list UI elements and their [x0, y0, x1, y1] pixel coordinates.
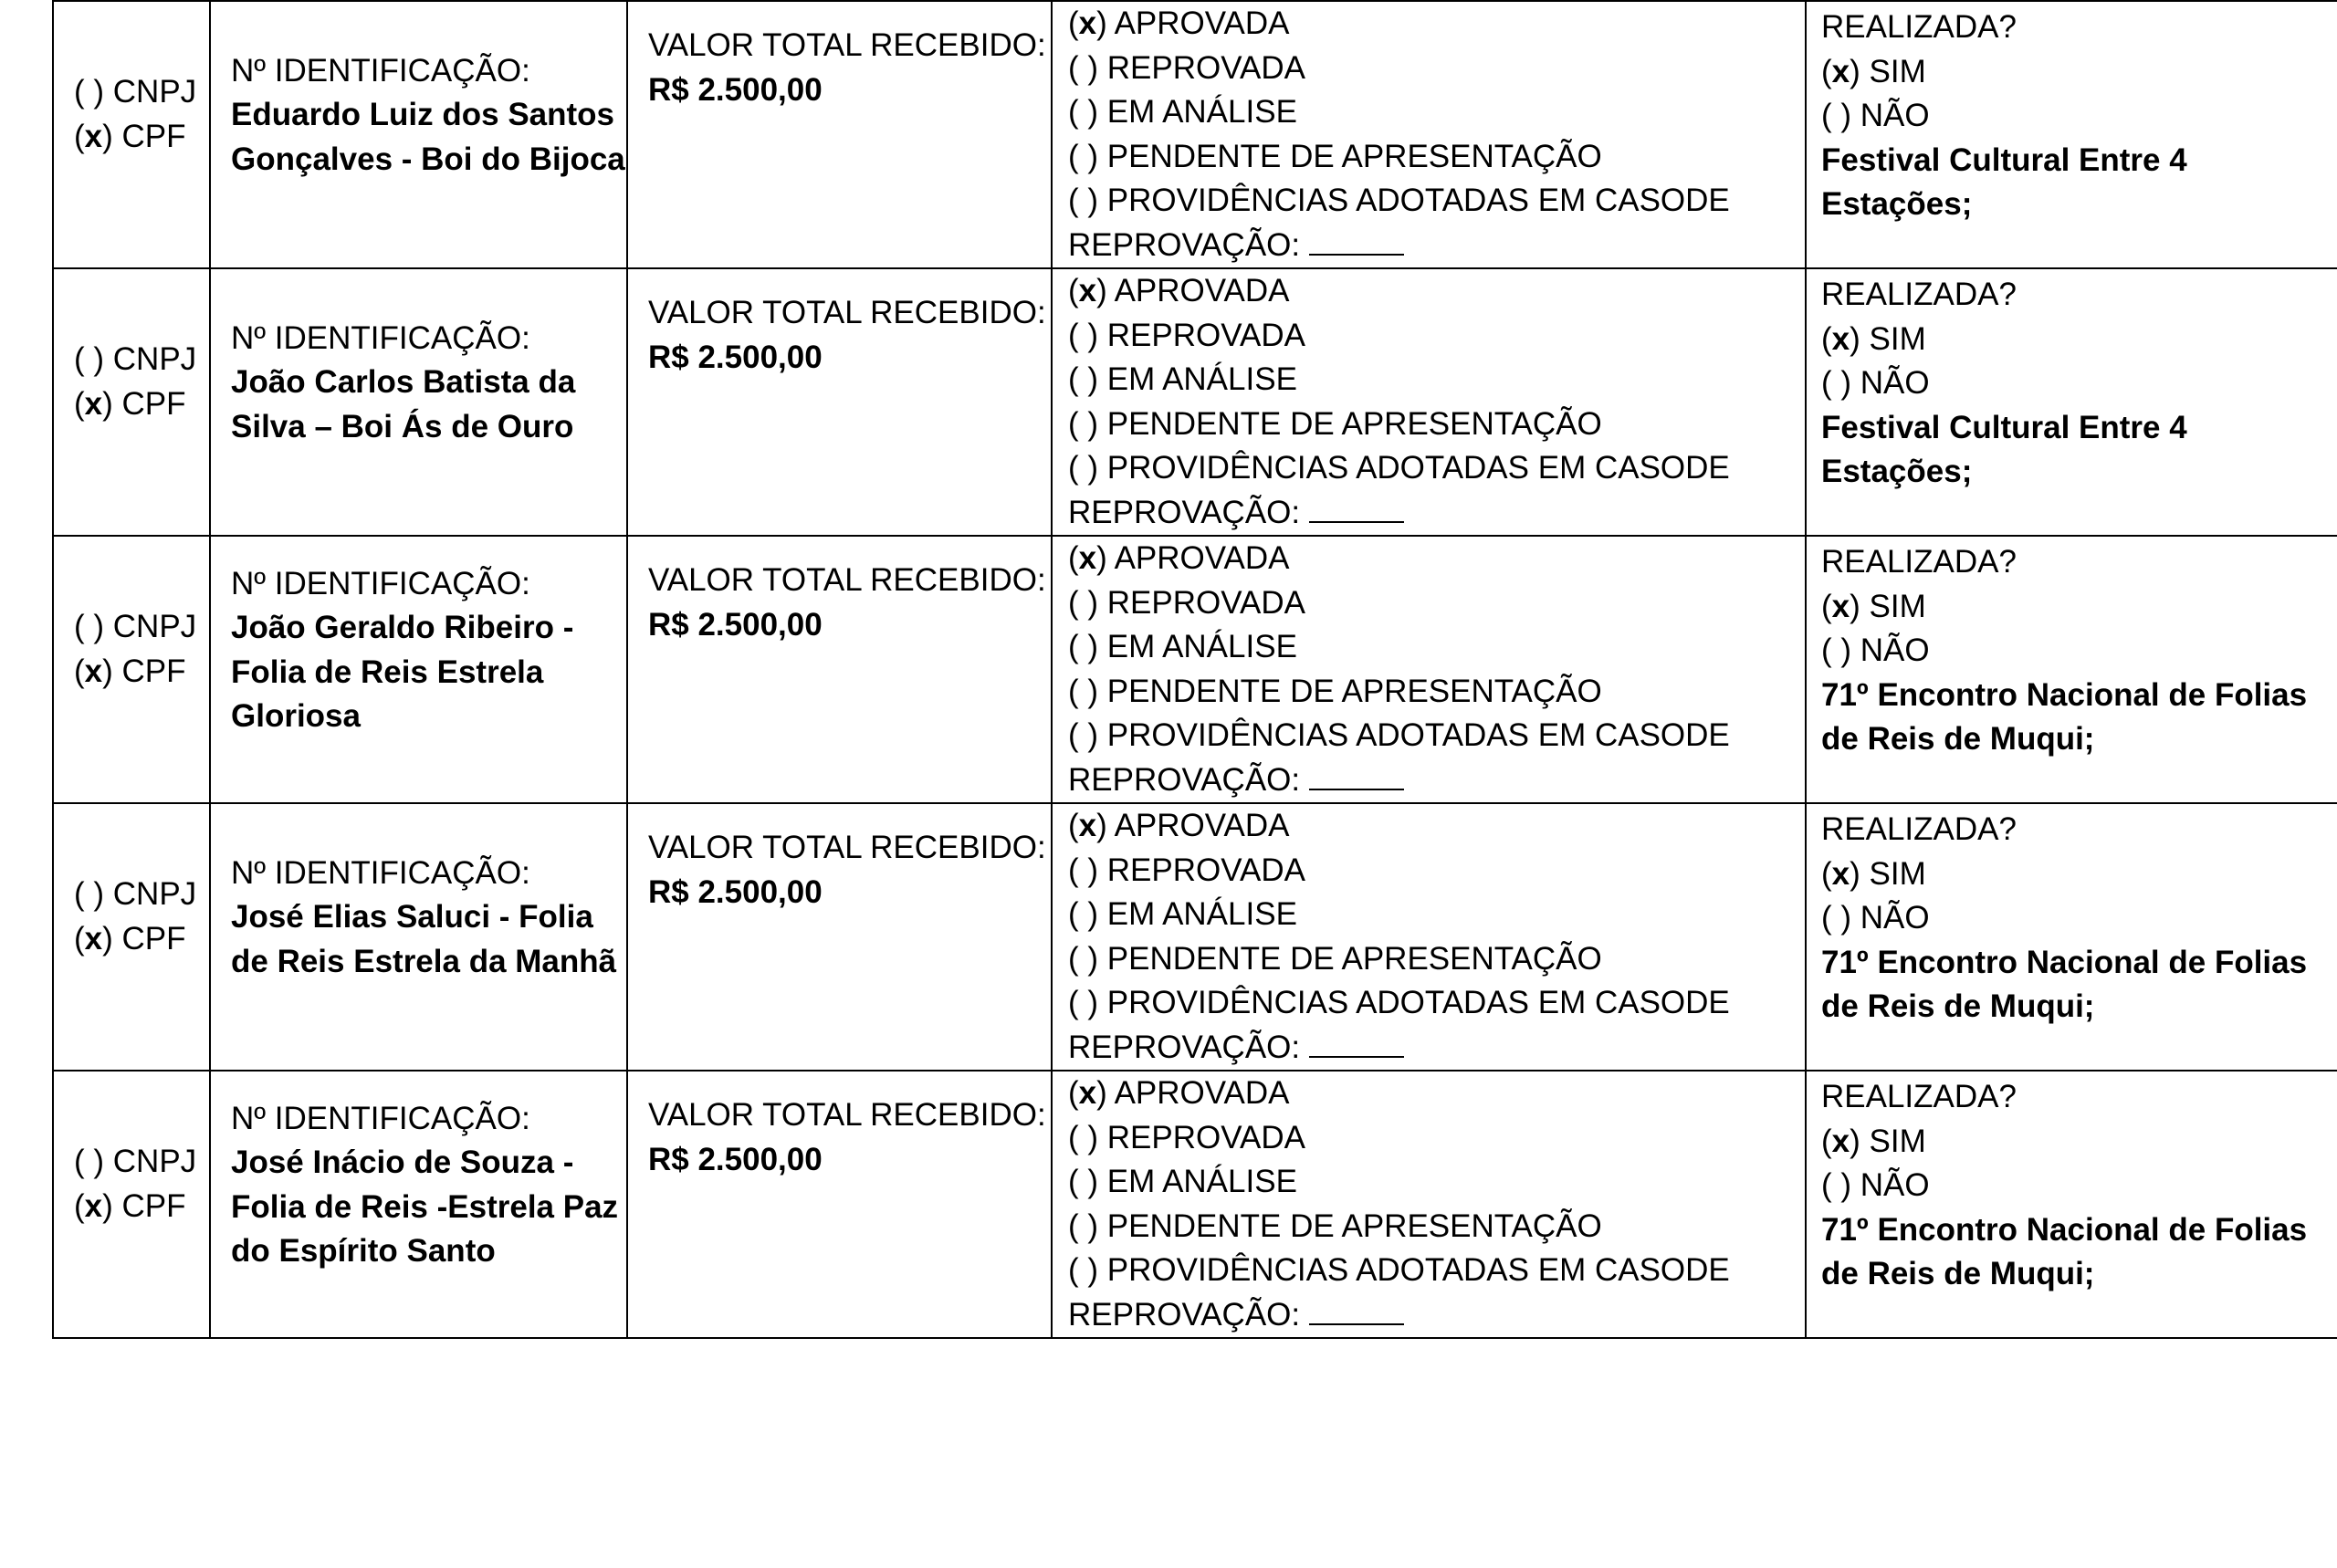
approved-mark: (x) — [1068, 273, 1107, 308]
pending-label: PENDENTE DE APRESENTAÇÃO — [1098, 138, 1602, 174]
yes-mark: (x) — [1821, 855, 1860, 892]
rejected-label: REPROVADA — [1098, 317, 1305, 353]
amount-value: R$ 2.500,00 — [648, 339, 823, 375]
measures-mark: ( ) — [1068, 1252, 1099, 1288]
no-label: NÃO — [1851, 365, 1930, 402]
total-received-label: VALOR TOTAL RECEBIDO: — [648, 830, 1046, 865]
pending-label: PENDENTE DE APRESENTAÇÃO — [1098, 405, 1602, 442]
identification-label: Nº IDENTIFICAÇÃO: — [231, 52, 530, 89]
pending-label: PENDENTE DE APRESENTAÇÃO — [1098, 940, 1602, 977]
performed-question: REALIZADA? — [1821, 544, 2017, 580]
yes-mark: (x) — [1821, 320, 1860, 357]
approved-mark: (x) — [1068, 1075, 1107, 1111]
performed-question: REALIZADA? — [1821, 1079, 2017, 1115]
rejected-mark: ( ) — [1068, 49, 1099, 86]
beneficiary-name: José Elias Saluci - Folia de Reis Estrela da Manhã — [231, 899, 617, 979]
status-under-review — [1068, 358, 1805, 402]
cnpj-option — [74, 873, 209, 917]
approved-label: APROVADA — [1106, 273, 1290, 308]
cnpj-mark: ( ) — [74, 609, 105, 644]
status-approved — [1068, 804, 1805, 849]
rejected-label: REPROVADA — [1098, 1119, 1305, 1155]
status-measures — [1068, 179, 1805, 224]
rejected-label: REPROVADA — [1098, 584, 1305, 621]
rejected-mark: ( ) — [1068, 852, 1099, 888]
cpf-mark: (x) — [74, 920, 113, 956]
beneficiary-name: João Carlos Batista da Silva – Boi Ás de Ouro — [231, 364, 576, 444]
no-mark: ( ) — [1821, 632, 1852, 669]
cpf-option — [74, 382, 209, 427]
performed-no — [1821, 361, 2337, 406]
performed-cell — [1806, 1, 2337, 268]
cpf-mark: (x) — [74, 385, 113, 422]
performed-question: REALIZADA? — [1821, 277, 2017, 313]
cpf-mark: (x) — [74, 653, 113, 689]
status-pending — [1068, 135, 1805, 180]
performed-cell — [1806, 536, 2337, 803]
no-label: NÃO — [1851, 632, 1930, 669]
status-approved — [1068, 1071, 1805, 1116]
rejected-mark: ( ) — [1068, 317, 1099, 353]
rejection-label: REPROVAÇÃO: — [1068, 1296, 1301, 1333]
review-mark: ( ) — [1068, 896, 1099, 932]
cpf-label: CPF — [112, 1187, 186, 1224]
status-cell — [1052, 803, 1806, 1071]
identification-cell — [210, 536, 627, 803]
amount-cell — [627, 803, 1052, 1071]
status-approved — [1068, 2, 1805, 47]
rejection-label: REPROVAÇÃO: — [1068, 226, 1301, 263]
status-rejected — [1068, 1116, 1805, 1161]
cnpj-option — [74, 1140, 209, 1185]
status-measures — [1068, 446, 1805, 491]
cpf-option — [74, 1185, 209, 1229]
approved-label: APROVADA — [1106, 808, 1290, 843]
status-rejected — [1068, 849, 1805, 894]
identification-cell — [210, 1071, 627, 1338]
document-type-cell — [53, 536, 210, 803]
status-under-review — [1068, 1160, 1805, 1205]
rejection-line — [1068, 1026, 1805, 1071]
identification-label: Nº IDENTIFICAÇÃO: — [231, 1100, 530, 1136]
identification-label: Nº IDENTIFICAÇÃO: — [231, 854, 530, 891]
performed-yes — [1821, 585, 2337, 630]
approved-mark: (x) — [1068, 540, 1107, 576]
status-under-review — [1068, 90, 1805, 135]
identification-cell — [210, 1, 627, 268]
rejection-label: REPROVAÇÃO: — [1068, 761, 1301, 798]
table-body — [53, 1, 2337, 1338]
pending-label: PENDENTE DE APRESENTAÇÃO — [1098, 1207, 1602, 1244]
event-name: 71º Encontro Nacional de Folias de Reis de Muqui; — [1821, 944, 2308, 1025]
total-received-label: VALOR TOTAL RECEBIDO: — [648, 1097, 1046, 1133]
measures-mark: ( ) — [1068, 450, 1099, 486]
performed-cell — [1806, 1071, 2337, 1338]
total-received-label: VALOR TOTAL RECEBIDO: — [648, 27, 1046, 63]
document-type-cell — [53, 803, 210, 1071]
no-mark: ( ) — [1821, 365, 1852, 402]
pending-mark: ( ) — [1068, 940, 1099, 977]
cpf-label: CPF — [112, 385, 186, 422]
rejected-label: REPROVADA — [1098, 49, 1305, 86]
status-rejected — [1068, 581, 1805, 626]
status-rejected — [1068, 47, 1805, 91]
cpf-label: CPF — [112, 653, 186, 689]
performed-no — [1821, 629, 2337, 674]
rejection-line — [1068, 758, 1805, 803]
rejection-label: REPROVAÇÃO: — [1068, 1029, 1301, 1065]
cnpj-label: CNPJ — [104, 341, 197, 377]
measures-mark: ( ) — [1068, 717, 1099, 753]
document-type-cell — [53, 1, 210, 268]
performed-question: REALIZADA? — [1821, 811, 2017, 848]
cpf-mark: (x) — [74, 1187, 113, 1224]
no-label: NÃO — [1851, 900, 1930, 936]
cnpj-option — [74, 338, 209, 382]
cnpj-option — [74, 70, 209, 115]
cpf-option — [74, 115, 209, 160]
rejection-line — [1068, 224, 1805, 268]
beneficiary-name: Eduardo Luiz dos Santos Gonçalves - Boi do Bijoca — [231, 97, 625, 177]
identification-label: Nº IDENTIFICAÇÃO: — [231, 565, 530, 601]
rejection-line — [1068, 1293, 1805, 1338]
cpf-option — [74, 650, 209, 695]
status-measures — [1068, 1249, 1805, 1293]
amount-value: R$ 2.500,00 — [648, 71, 823, 108]
yes-label: SIM — [1860, 588, 1926, 624]
status-measures — [1068, 714, 1805, 758]
rejection-blank — [1309, 1296, 1404, 1325]
performed-cell — [1806, 803, 2337, 1071]
identification-cell — [210, 803, 627, 1071]
performed-yes — [1821, 50, 2337, 95]
event-name: Festival Cultural Entre 4 Estações; — [1821, 141, 2187, 223]
table-row — [53, 268, 2337, 536]
performed-no — [1821, 896, 2337, 941]
status-approved — [1068, 269, 1805, 314]
yes-label: SIM — [1860, 320, 1926, 357]
status-pending — [1068, 937, 1805, 982]
cpf-label: CPF — [112, 118, 186, 154]
under-review-label: EM ANÁLISE — [1098, 629, 1297, 664]
cnpj-mark: ( ) — [74, 341, 105, 377]
yes-label: SIM — [1860, 1123, 1926, 1159]
measures-mark: ( ) — [1068, 985, 1099, 1020]
pending-mark: ( ) — [1068, 1207, 1099, 1244]
performed-question: REALIZADA? — [1821, 9, 2017, 46]
rejection-blank — [1309, 761, 1404, 790]
event-name: Festival Cultural Entre 4 Estações; — [1821, 409, 2187, 490]
status-pending — [1068, 670, 1805, 715]
total-received-label: VALOR TOTAL RECEBIDO: — [648, 295, 1046, 330]
under-review-label: EM ANÁLISE — [1098, 94, 1297, 130]
yes-mark: (x) — [1821, 588, 1860, 624]
measures-label: PROVIDÊNCIAS ADOTADAS EM CASODE — [1098, 1252, 1730, 1288]
review-mark: ( ) — [1068, 94, 1099, 130]
measures-label: PROVIDÊNCIAS ADOTADAS EM CASODE — [1098, 450, 1730, 486]
table-row — [53, 803, 2337, 1071]
approved-label: APROVADA — [1106, 1075, 1290, 1111]
total-received-label: VALOR TOTAL RECEBIDO: — [648, 562, 1046, 598]
rejection-blank — [1309, 1029, 1404, 1058]
pending-mark: ( ) — [1068, 138, 1099, 174]
no-label: NÃO — [1851, 1167, 1930, 1204]
amount-value: R$ 2.500,00 — [648, 606, 823, 643]
rejected-label: REPROVADA — [1098, 852, 1305, 888]
rejection-blank — [1309, 494, 1404, 523]
table-row — [53, 1, 2337, 268]
under-review-label: EM ANÁLISE — [1098, 361, 1297, 397]
table-row — [53, 536, 2337, 803]
amount-cell — [627, 1071, 1052, 1338]
identification-cell — [210, 268, 627, 536]
document-type-cell — [53, 268, 210, 536]
under-review-label: EM ANÁLISE — [1098, 1164, 1297, 1199]
cnpj-mark: ( ) — [74, 1144, 105, 1179]
performed-yes — [1821, 318, 2337, 362]
performed-cell — [1806, 268, 2337, 536]
status-cell — [1052, 1, 1806, 268]
cnpj-label: CNPJ — [104, 74, 197, 110]
amount-cell — [627, 1, 1052, 268]
cpf-mark: (x) — [74, 118, 113, 154]
status-under-review — [1068, 625, 1805, 670]
rejection-label: REPROVAÇÃO: — [1068, 494, 1301, 530]
rejected-mark: ( ) — [1068, 1119, 1099, 1155]
amount-cell — [627, 536, 1052, 803]
performed-no — [1821, 1164, 2337, 1208]
measures-label: PROVIDÊNCIAS ADOTADAS EM CASODE — [1098, 717, 1730, 753]
cnpj-option — [74, 605, 209, 650]
status-pending — [1068, 402, 1805, 447]
pending-mark: ( ) — [1068, 405, 1099, 442]
table-row — [53, 1071, 2337, 1338]
status-cell — [1052, 1071, 1806, 1338]
rejection-blank — [1309, 226, 1404, 256]
review-mark: ( ) — [1068, 361, 1099, 397]
beneficiary-name: João Geraldo Ribeiro - Folia de Reis Estrela Gloriosa — [231, 610, 574, 734]
no-mark: ( ) — [1821, 98, 1852, 134]
no-mark: ( ) — [1821, 1167, 1852, 1204]
measures-mark: ( ) — [1068, 183, 1099, 218]
yes-label: SIM — [1860, 855, 1926, 892]
cnpj-label: CNPJ — [104, 609, 197, 644]
measures-label: PROVIDÊNCIAS ADOTADAS EM CASODE — [1098, 183, 1730, 218]
cnpj-mark: ( ) — [74, 74, 105, 110]
approved-mark: (x) — [1068, 808, 1107, 843]
cpf-label: CPF — [112, 920, 186, 956]
performed-no — [1821, 94, 2337, 139]
pending-mark: ( ) — [1068, 673, 1099, 709]
status-measures — [1068, 981, 1805, 1026]
accountability-table — [52, 0, 2337, 1339]
status-rejected — [1068, 314, 1805, 359]
status-cell — [1052, 268, 1806, 536]
pending-label: PENDENTE DE APRESENTAÇÃO — [1098, 673, 1602, 709]
approved-label: APROVADA — [1106, 540, 1290, 576]
no-label: NÃO — [1851, 98, 1930, 134]
rejected-mark: ( ) — [1068, 584, 1099, 621]
performed-yes — [1821, 1120, 2337, 1165]
review-mark: ( ) — [1068, 629, 1099, 664]
performed-yes — [1821, 852, 2337, 897]
approved-label: APROVADA — [1106, 5, 1290, 41]
identification-label: Nº IDENTIFICAÇÃO: — [231, 319, 530, 356]
amount-value: R$ 2.500,00 — [648, 873, 823, 910]
status-approved — [1068, 537, 1805, 581]
cnpj-mark: ( ) — [74, 876, 105, 912]
yes-label: SIM — [1860, 53, 1926, 89]
cnpj-label: CNPJ — [104, 876, 197, 912]
rejection-line — [1068, 491, 1805, 536]
no-mark: ( ) — [1821, 900, 1852, 936]
measures-label: PROVIDÊNCIAS ADOTADAS EM CASODE — [1098, 985, 1730, 1020]
event-name: 71º Encontro Nacional de Folias de Reis de Muqui; — [1821, 676, 2308, 758]
cpf-option — [74, 917, 209, 962]
status-under-review — [1068, 893, 1805, 937]
approved-mark: (x) — [1068, 5, 1107, 41]
review-mark: ( ) — [1068, 1164, 1099, 1199]
yes-mark: (x) — [1821, 1123, 1860, 1159]
document-type-cell — [53, 1071, 210, 1338]
cnpj-label: CNPJ — [104, 1144, 197, 1179]
event-name: 71º Encontro Nacional de Folias de Reis de Muqui; — [1821, 1211, 2308, 1292]
amount-value: R$ 2.500,00 — [648, 1141, 823, 1177]
beneficiary-name: José Inácio de Souza - Folia de Reis -Estrela Paz do Espírito Santo — [231, 1145, 619, 1269]
status-pending — [1068, 1205, 1805, 1249]
yes-mark: (x) — [1821, 53, 1860, 89]
amount-cell — [627, 268, 1052, 536]
under-review-label: EM ANÁLISE — [1098, 896, 1297, 932]
status-cell — [1052, 536, 1806, 803]
